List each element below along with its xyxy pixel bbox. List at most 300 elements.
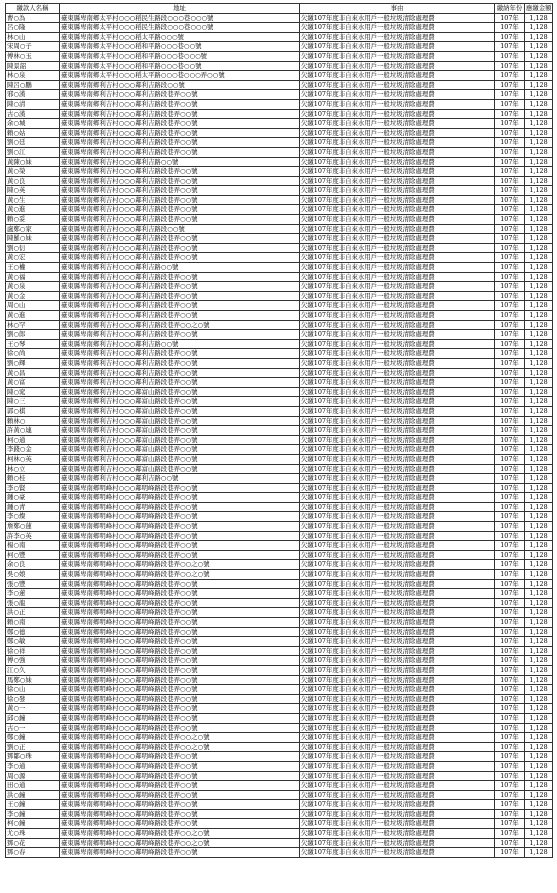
year-cell: 107年 bbox=[495, 330, 525, 340]
amount-cell: 1,128 bbox=[525, 387, 553, 397]
reason-cell: 欠繳107年度非自來水用戶一般垃圾清除處理費 bbox=[300, 656, 495, 666]
address-cell: 臺東縣卑南鄉利吉村○○○鄰利吉路○○號 bbox=[60, 157, 300, 167]
reason-cell: 欠繳107年度非自來水用戶一般垃圾清除處理費 bbox=[300, 627, 495, 637]
reason-cell: 欠繳107年度非自來水用戶一般垃圾清除處理費 bbox=[300, 42, 495, 52]
table-row bbox=[6, 263, 553, 273]
table-row bbox=[6, 675, 553, 685]
amount-cell: 1,128 bbox=[525, 301, 553, 311]
table-row bbox=[6, 176, 553, 186]
amount-cell: 1,128 bbox=[525, 157, 553, 167]
amount-cell: 1,128 bbox=[525, 570, 553, 580]
amount-cell: 1,128 bbox=[525, 771, 553, 781]
year-cell: 107年 bbox=[495, 157, 525, 167]
reason-cell: 欠繳107年度非自來水用戶一般垃圾清除處理費 bbox=[300, 848, 495, 858]
table-row bbox=[6, 445, 553, 455]
amount-cell: 1,128 bbox=[525, 761, 553, 771]
reason-cell: 欠繳107年度非自來水用戶一般垃圾清除處理費 bbox=[300, 71, 495, 81]
reason-cell: 欠繳107年度非自來水用戶一般垃圾清除處理費 bbox=[300, 464, 495, 474]
amount-cell: 1,128 bbox=[525, 742, 553, 752]
amount-cell: 1,128 bbox=[525, 215, 553, 225]
year-cell: 107年 bbox=[495, 589, 525, 599]
year-cell: 107年 bbox=[495, 512, 525, 522]
amount-cell: 1,128 bbox=[525, 800, 553, 810]
amount-cell: 1,128 bbox=[525, 51, 553, 61]
address-cell: 臺東縣卑南鄉太平村○○○稻和平路○○○巷○○號 bbox=[60, 61, 300, 71]
amount-cell: 1,128 bbox=[525, 560, 553, 570]
amount-cell: 1,128 bbox=[525, 263, 553, 273]
year-cell: 107年 bbox=[495, 263, 525, 273]
year-cell: 107年 bbox=[495, 224, 525, 234]
reason-cell: 欠繳107年度非自來水用戶一般垃圾清除處理費 bbox=[300, 694, 495, 704]
address-cell: 臺東縣卑南鄉利吉村○○○鄰利吉路段巷弄○○號 bbox=[60, 186, 300, 196]
address-cell: 臺東縣卑南鄉利吉村○○○鄰利吉路段巷弄○○號 bbox=[60, 243, 300, 253]
reason-cell: 欠繳107年度非自來水用戶一般垃圾清除處理費 bbox=[300, 378, 495, 388]
year-cell: 107年 bbox=[495, 809, 525, 819]
address-cell: 臺東縣卑南鄉利吉村○○○鄰利吉路段○○號 bbox=[60, 224, 300, 234]
address-cell: 臺東縣卑南鄉利吉村○○○鄰利吉路段巷弄○○號 bbox=[60, 138, 300, 148]
payer-name-cell: 陳呂○鵬 bbox=[6, 80, 60, 90]
table-row bbox=[6, 186, 553, 196]
year-cell: 107年 bbox=[495, 445, 525, 455]
amount-cell: 1,128 bbox=[525, 42, 553, 52]
amount-cell: 1,128 bbox=[525, 781, 553, 791]
amount-cell: 1,128 bbox=[525, 330, 553, 340]
amount-cell: 1,128 bbox=[525, 694, 553, 704]
reason-cell: 欠繳107年度非自來水用戶一般垃圾清除處理費 bbox=[300, 291, 495, 301]
year-cell: 107年 bbox=[495, 541, 525, 551]
reason-cell: 欠繳107年度非自來水用戶一般垃圾清除處理費 bbox=[300, 301, 495, 311]
table-row bbox=[6, 32, 553, 42]
table-row bbox=[6, 809, 553, 819]
reason-cell: 欠繳107年度非自來水用戶一般垃圾清除處理費 bbox=[300, 646, 495, 656]
header-amount: 應繳金額 bbox=[526, 4, 552, 12]
address-cell: 臺東縣卑南鄉利吉村○○○鄰利吉路段巷弄○○號 bbox=[60, 291, 300, 301]
table-row bbox=[6, 531, 553, 541]
payer-name-cell: 劉○郎 bbox=[6, 330, 60, 340]
address-cell: 臺東縣卑南鄉太平村○○○稻太平路○○○號 bbox=[60, 32, 300, 42]
address-cell: 臺東縣卑南鄉利吉村○○○鄰利吉路段○○號 bbox=[60, 80, 300, 90]
reason-cell: 欠繳107年度非自來水用戶一般垃圾清除處理費 bbox=[300, 742, 495, 752]
address-cell: 臺東縣卑南鄉明峰村○○○鄰明峰路段巷弄○○號 bbox=[60, 522, 300, 532]
payer-name-cell: 陳○英 bbox=[6, 186, 60, 196]
address-cell: 臺東縣卑南鄉明峰村○○○鄰明峰路段巷弄○○之○號 bbox=[60, 570, 300, 580]
header-reason: 事由 bbox=[300, 4, 495, 14]
address-cell: 臺東縣卑南鄉明峰村○○○鄰明峰路段巷弄○○號 bbox=[60, 704, 300, 714]
address-cell: 臺東縣卑南鄉明峰村○○○鄰明峰路段巷弄○○號 bbox=[60, 819, 300, 829]
payer-name-cell: 余○良 bbox=[6, 560, 60, 570]
payer-name-cell: 洪○鐘 bbox=[6, 790, 60, 800]
amount-cell: 1,128 bbox=[525, 522, 553, 532]
payer-name-cell: 劉○正 bbox=[6, 742, 60, 752]
reason-cell: 欠繳107年度非自來水用戶一般垃圾清除處理費 bbox=[300, 675, 495, 685]
payer-name-cell: 徐○祥 bbox=[6, 646, 60, 656]
amount-cell: 1,128 bbox=[525, 838, 553, 848]
amount-cell: 1,128 bbox=[525, 80, 553, 90]
address-cell: 臺東縣卑南鄉利吉村○○○鄰利吉路段巷弄○○號 bbox=[60, 167, 300, 177]
amount-cell: 1,128 bbox=[525, 474, 553, 484]
amount-cell: 1,128 bbox=[525, 790, 553, 800]
table-row bbox=[6, 349, 553, 359]
address-cell: 臺東縣卑南鄉利吉村○○○鄰利吉路段巷弄○○號 bbox=[60, 195, 300, 205]
payer-name-cell: 邱○鐘 bbox=[6, 713, 60, 723]
table-row bbox=[6, 234, 553, 244]
table-row bbox=[6, 109, 553, 119]
address-cell: 臺東縣卑南鄉利吉村○○○鄰利吉路段巷弄○○號 bbox=[60, 368, 300, 378]
payer-name-cell: 洪○正 bbox=[6, 608, 60, 618]
amount-cell: 1,128 bbox=[525, 320, 553, 330]
address-cell: 臺東縣卑南鄉明峰村○○○鄰明峰路段巷弄○○號 bbox=[60, 646, 300, 656]
amount-cell: 1,128 bbox=[525, 234, 553, 244]
address-cell: 臺東縣卑南鄉明峰村○○○鄰明峰路段巷弄○○號 bbox=[60, 598, 300, 608]
reason-cell: 欠繳107年度非自來水用戶一般垃圾清除處理費 bbox=[300, 531, 495, 541]
reason-cell: 欠繳107年度非自來水用戶一般垃圾清除處理費 bbox=[300, 311, 495, 321]
year-cell: 107年 bbox=[495, 90, 525, 100]
year-cell: 107年 bbox=[495, 368, 525, 378]
payer-name-cell: 邪○漢 bbox=[6, 90, 60, 100]
table-row bbox=[6, 608, 553, 618]
amount-cell: 1,128 bbox=[525, 646, 553, 656]
table-row bbox=[6, 215, 553, 225]
year-cell: 107年 bbox=[495, 790, 525, 800]
payer-name-cell: 黃○一 bbox=[6, 704, 60, 714]
address-cell: 臺東縣卑南鄉太平村○○○稻民生路段○○○巷○○○號 bbox=[60, 13, 300, 23]
reason-cell: 欠繳107年度非自來水用戶一般垃圾清除處理費 bbox=[300, 483, 495, 493]
year-cell: 107年 bbox=[495, 51, 525, 61]
payer-name-cell: 李○鐘 bbox=[6, 809, 60, 819]
reason-cell: 欠繳107年度非自來水用戶一般垃圾清除處理費 bbox=[300, 263, 495, 273]
payer-name-cell: 柯○通 bbox=[6, 435, 60, 445]
table-row bbox=[6, 99, 553, 109]
payer-name-cell: 賴○妥 bbox=[6, 215, 60, 225]
amount-cell: 1,128 bbox=[525, 339, 553, 349]
reason-cell: 欠繳107年度非自來水用戶一般垃圾清除處理費 bbox=[300, 665, 495, 675]
reason-cell: 欠繳107年度非自來水用戶一般垃圾清除處理費 bbox=[300, 579, 495, 589]
year-cell: 107年 bbox=[495, 579, 525, 589]
payer-name-cell: 黃○泉 bbox=[6, 282, 60, 292]
address-cell: 臺東縣卑南鄉利吉村○○○鄰利吉路段巷弄○○號 bbox=[60, 205, 300, 215]
payer-name-cell: 周○山 bbox=[6, 301, 60, 311]
payer-name-cell: 張○豐 bbox=[6, 579, 60, 589]
payer-name-cell: 賴○姑 bbox=[6, 128, 60, 138]
address-cell: 臺東縣卑南鄉明峰村○○○鄰明峰路段巷弄○○號 bbox=[60, 761, 300, 771]
reason-cell: 欠繳107年度非自來水用戶一般垃圾清除處理費 bbox=[300, 176, 495, 186]
table-row bbox=[6, 138, 553, 148]
reason-cell: 欠繳107年度非自來水用戶一般垃圾清除處理費 bbox=[300, 282, 495, 292]
address-cell: 臺東縣卑南鄉明峰村○○○鄰明峰路段巷弄○○號 bbox=[60, 483, 300, 493]
table-row bbox=[6, 128, 553, 138]
address-cell: 臺東縣卑南鄉利吉村○○○鄰富山路段巷弄○○號 bbox=[60, 435, 300, 445]
payer-name-cell: 劉○衍 bbox=[6, 243, 60, 253]
payer-name-cell: 鄭○德 bbox=[6, 627, 60, 637]
year-cell: 107年 bbox=[495, 781, 525, 791]
reason-cell: 欠繳107年度非自來水用戶一般垃圾清除處理費 bbox=[300, 253, 495, 263]
address-cell: 臺東縣卑南鄉明峰村○○○鄰明峰路段巷弄○○號 bbox=[60, 790, 300, 800]
reason-cell: 欠繳107年度非自來水用戶一般垃圾清除處理費 bbox=[300, 493, 495, 503]
table-row bbox=[6, 829, 553, 839]
address-cell: 臺東縣卑南鄉利吉村○○○鄰利吉路段巷弄○○號 bbox=[60, 253, 300, 263]
address-cell: 臺東縣卑南鄉利吉村○○○鄰利吉路段巷弄○○號 bbox=[60, 378, 300, 388]
table-row bbox=[6, 790, 553, 800]
payer-name-cell: 徐○尚 bbox=[6, 349, 60, 359]
address-cell: 臺東縣卑南鄉明峰村○○○鄰明峰路段巷弄○○號 bbox=[60, 713, 300, 723]
amount-cell: 1,128 bbox=[525, 733, 553, 743]
payer-name-cell: 吳○娘 bbox=[6, 570, 60, 580]
payer-name-cell: 余○城 bbox=[6, 119, 60, 129]
amount-cell: 1,128 bbox=[525, 128, 553, 138]
year-cell: 107年 bbox=[495, 291, 525, 301]
address-cell: 臺東縣卑南鄉利吉村○○○鄰利吉路○○號 bbox=[60, 474, 300, 484]
payer-name-cell: 劉○廷 bbox=[6, 138, 60, 148]
address-cell: 臺東縣卑南鄉明峰村○○○鄰明峰路段巷弄○○號 bbox=[60, 752, 300, 762]
reason-cell: 欠繳107年度非自來水用戶一般垃圾清除處理費 bbox=[300, 829, 495, 839]
address-cell: 臺東縣卑南鄉明峰村○○○鄰明峰路段巷弄○○號 bbox=[60, 512, 300, 522]
payer-name-cell: 黃○昌 bbox=[6, 368, 60, 378]
reason-cell: 欠繳107年度非自來水用戶一般垃圾清除處理費 bbox=[300, 771, 495, 781]
payer-name-cell: 王○鐘 bbox=[6, 800, 60, 810]
reason-cell: 欠繳107年度非自來水用戶一般垃圾清除處理費 bbox=[300, 723, 495, 733]
address-cell: 臺東縣卑南鄉利吉村○○○鄰利吉路段巷弄○○號 bbox=[60, 99, 300, 109]
year-cell: 107年 bbox=[495, 147, 525, 157]
reason-cell: 欠繳107年度非自來水用戶一般垃圾清除處理費 bbox=[300, 704, 495, 714]
table-row bbox=[6, 378, 553, 388]
address-cell: 臺東縣卑南鄉明峰村○○○鄰明峰路段巷弄○○號 bbox=[60, 800, 300, 810]
year-cell: 107年 bbox=[495, 138, 525, 148]
amount-cell: 1,128 bbox=[525, 138, 553, 148]
address-cell: 臺東縣卑南鄉利吉村○○○鄰富山路段巷弄○○號 bbox=[60, 397, 300, 407]
year-cell: 107年 bbox=[495, 272, 525, 282]
year-cell: 107年 bbox=[495, 339, 525, 349]
year-cell: 107年 bbox=[495, 483, 525, 493]
address-cell: 臺東縣卑南鄉利吉村○○○鄰利吉路段巷弄○○號 bbox=[60, 272, 300, 282]
address-cell: 臺東縣卑南鄉利吉村○○○鄰利吉路段巷弄○○號 bbox=[60, 301, 300, 311]
reason-cell: 欠繳107年度非自來水用戶一般垃圾清除處理費 bbox=[300, 387, 495, 397]
payer-name-cell: 柯林○英 bbox=[6, 454, 60, 464]
payer-name-cell: 柯○豐 bbox=[6, 550, 60, 560]
table-row bbox=[6, 13, 553, 23]
amount-cell: 1,128 bbox=[525, 704, 553, 714]
year-cell: 107年 bbox=[495, 618, 525, 628]
table-row bbox=[6, 291, 553, 301]
year-cell: 107年 bbox=[495, 675, 525, 685]
table-row bbox=[6, 733, 553, 743]
address-cell: 臺東縣卑南鄉太平村○○○稻和平路○○○巷○○○號 bbox=[60, 51, 300, 61]
table-row bbox=[6, 752, 553, 762]
payer-name-cell: 鄧鄒○珠 bbox=[6, 752, 60, 762]
amount-cell: 1,128 bbox=[525, 493, 553, 503]
reason-cell: 欠繳107年度非自來水用戶一般垃圾清除處理費 bbox=[300, 128, 495, 138]
address-cell: 臺東縣卑南鄉明峰村○○○鄰明峰路段巷弄○○號 bbox=[60, 848, 300, 858]
year-cell: 107年 bbox=[495, 23, 525, 33]
year-cell: 107年 bbox=[495, 109, 525, 119]
payer-name-cell: 王○權 bbox=[6, 263, 60, 273]
reason-cell: 欠繳107年度非自來水用戶一般垃圾清除處理費 bbox=[300, 800, 495, 810]
amount-cell: 1,128 bbox=[525, 723, 553, 733]
payer-name-cell: 詹鄭○蓮 bbox=[6, 522, 60, 532]
payer-name-cell: 黃○進 bbox=[6, 311, 60, 321]
table-row bbox=[6, 454, 553, 464]
reason-cell: 欠繳107年度非自來水用戶一般垃圾清除處理費 bbox=[300, 809, 495, 819]
payer-name-cell: 陳○清 bbox=[6, 99, 60, 109]
reason-cell: 欠繳107年度非自來水用戶一般垃圾清除處理費 bbox=[300, 637, 495, 647]
year-cell: 107年 bbox=[495, 99, 525, 109]
amount-cell: 1,128 bbox=[525, 176, 553, 186]
amount-cell: 1,128 bbox=[525, 579, 553, 589]
reason-cell: 欠繳107年度非自來水用戶一般垃圾清除處理費 bbox=[300, 733, 495, 743]
reason-cell: 欠繳107年度非自來水用戶一般垃圾清除處理費 bbox=[300, 358, 495, 368]
year-cell: 107年 bbox=[495, 311, 525, 321]
table-row bbox=[6, 570, 553, 580]
reason-cell: 欠繳107年度非自來水用戶一般垃圾清除處理費 bbox=[300, 781, 495, 791]
year-cell: 107年 bbox=[495, 71, 525, 81]
reason-cell: 欠繳107年度非自來水用戶一般垃圾清除處理費 bbox=[300, 426, 495, 436]
table-row bbox=[6, 541, 553, 551]
year-cell: 107年 bbox=[495, 426, 525, 436]
reason-cell: 欠繳107年度非自來水用戶一般垃圾清除處理費 bbox=[300, 598, 495, 608]
amount-cell: 1,128 bbox=[525, 272, 553, 282]
table-row bbox=[6, 224, 553, 234]
amount-cell: 1,128 bbox=[525, 627, 553, 637]
year-cell: 107年 bbox=[495, 42, 525, 52]
table-row bbox=[6, 243, 553, 253]
payer-name-cell: 黃○福 bbox=[6, 272, 60, 282]
year-cell: 107年 bbox=[495, 13, 525, 23]
amount-cell: 1,128 bbox=[525, 637, 553, 647]
reason-cell: 欠繳107年度非自來水用戶一般垃圾清除處理費 bbox=[300, 23, 495, 33]
year-cell: 107年 bbox=[495, 493, 525, 503]
payer-name-cell: 張○龍 bbox=[6, 598, 60, 608]
payer-name-cell: 郭○棋 bbox=[6, 406, 60, 416]
reason-cell: 欠繳107年度非自來水用戶一般垃圾清除處理費 bbox=[300, 522, 495, 532]
reason-cell: 欠繳107年度非自來水用戶一般垃圾清除處理費 bbox=[300, 368, 495, 378]
amount-cell: 1,128 bbox=[525, 483, 553, 493]
payer-name-cell: 劉○江 bbox=[6, 147, 60, 157]
reason-cell: 欠繳107年度非自來水用戶一般垃圾清除處理費 bbox=[300, 186, 495, 196]
year-cell: 107年 bbox=[495, 32, 525, 42]
payer-name-cell: 李○蓮 bbox=[6, 589, 60, 599]
table-row bbox=[6, 80, 553, 90]
amount-cell: 1,128 bbox=[525, 397, 553, 407]
year-cell: 107年 bbox=[495, 119, 525, 129]
reason-cell: 欠繳107年度非自來水用戶一般垃圾清除處理費 bbox=[300, 167, 495, 177]
reason-cell: 欠繳107年度非自來水用戶一般垃圾清除處理費 bbox=[300, 90, 495, 100]
address-cell: 臺東縣卑南鄉明峰村○○○鄰明峰路段巷弄○○號 bbox=[60, 771, 300, 781]
payer-name-cell: 黃○金 bbox=[6, 291, 60, 301]
amount-cell: 1,128 bbox=[525, 205, 553, 215]
amount-cell: 1,128 bbox=[525, 349, 553, 359]
reason-cell: 欠繳107年度非自來水用戶一般垃圾清除處理費 bbox=[300, 685, 495, 695]
amount-cell: 1,128 bbox=[525, 378, 553, 388]
table-row bbox=[6, 330, 553, 340]
table-row bbox=[6, 704, 553, 714]
year-cell: 107年 bbox=[495, 848, 525, 858]
table-row bbox=[6, 435, 553, 445]
amount-cell: 1,128 bbox=[525, 541, 553, 551]
amount-cell: 1,128 bbox=[525, 147, 553, 157]
year-cell: 107年 bbox=[495, 387, 525, 397]
amount-cell: 1,128 bbox=[525, 99, 553, 109]
amount-cell: 1,128 bbox=[525, 464, 553, 474]
address-cell: 臺東縣卑南鄉利吉村○○○鄰利吉路段巷弄○○號 bbox=[60, 215, 300, 225]
reason-cell: 欠繳107年度非自來水用戶一般垃圾清除處理費 bbox=[300, 445, 495, 455]
payer-name-cell: 宋周○子 bbox=[6, 42, 60, 52]
table-row bbox=[6, 637, 553, 647]
reason-cell: 欠繳107年度非自來水用戶一般垃圾清除處理費 bbox=[300, 474, 495, 484]
address-cell: 臺東縣卑南鄉明峰村○○○鄰明峰路段巷弄○○之○號 bbox=[60, 733, 300, 743]
year-cell: 107年 bbox=[495, 829, 525, 839]
address-cell: 臺東縣卑南鄉利吉村○○○鄰利吉路段巷弄○○號 bbox=[60, 119, 300, 129]
address-cell: 臺東縣卑南鄉利吉村○○○鄰利吉路段巷弄○○號 bbox=[60, 234, 300, 244]
amount-cell: 1,128 bbox=[525, 752, 553, 762]
year-cell: 107年 bbox=[495, 176, 525, 186]
reason-cell: 欠繳107年度非自來水用戶一般垃圾清除處理費 bbox=[300, 416, 495, 426]
payer-name-cell: 賴○桂 bbox=[6, 474, 60, 484]
reason-cell: 欠繳107年度非自來水用戶一般垃圾清除處理費 bbox=[300, 138, 495, 148]
amount-cell: 1,128 bbox=[525, 713, 553, 723]
document-page bbox=[5, 3, 552, 858]
reason-cell: 欠繳107年度非自來水用戶一般垃圾清除處理費 bbox=[300, 243, 495, 253]
table-row bbox=[6, 61, 553, 71]
address-cell: 臺東縣卑南鄉明峰村○○○鄰明峰路段巷弄○○之○號 bbox=[60, 560, 300, 570]
amount-cell: 1,128 bbox=[525, 550, 553, 560]
reason-cell: 欠繳107年度非自來水用戶一般垃圾清除處理費 bbox=[300, 13, 495, 23]
year-cell: 107年 bbox=[495, 522, 525, 532]
address-cell: 臺東縣卑南鄉利吉村○○○鄰利吉路段巷弄○○之○號 bbox=[60, 320, 300, 330]
table-row bbox=[6, 147, 553, 157]
reason-cell: 欠繳107年度非自來水用戶一般垃圾清除處理費 bbox=[300, 32, 495, 42]
table-row bbox=[6, 512, 553, 522]
payer-name-cell: 陳○窕 bbox=[6, 387, 60, 397]
amount-cell: 1,128 bbox=[525, 71, 553, 81]
payer-name-cell: 林○山 bbox=[6, 32, 60, 42]
reason-cell: 欠繳107年度非自來水用戶一般垃圾清除處理費 bbox=[300, 570, 495, 580]
reason-cell: 欠繳107年度非自來水用戶一般垃圾清除處理費 bbox=[300, 761, 495, 771]
year-cell: 107年 bbox=[495, 598, 525, 608]
year-cell: 107年 bbox=[495, 608, 525, 618]
reason-cell: 欠繳107年度非自來水用戶一般垃圾清除處理費 bbox=[300, 589, 495, 599]
payer-name-cell: 盧鄭○家 bbox=[6, 224, 60, 234]
table-row bbox=[6, 800, 553, 810]
address-cell: 臺東縣卑南鄉利吉村○○○鄰富山路段巷弄○○號 bbox=[60, 445, 300, 455]
reason-cell: 欠繳107年度非自來水用戶一般垃圾清除處理費 bbox=[300, 608, 495, 618]
amount-cell: 1,128 bbox=[525, 282, 553, 292]
fee-table bbox=[5, 3, 553, 858]
table-row bbox=[6, 627, 553, 637]
reason-cell: 欠繳107年度非自來水用戶一般垃圾清除處理費 bbox=[300, 560, 495, 570]
payer-name-cell: 王○琴 bbox=[6, 339, 60, 349]
amount-cell: 1,128 bbox=[525, 13, 553, 23]
address-cell: 臺東縣卑南鄉太平村○○○稻太平路○○○巷○○○弄○○號 bbox=[60, 71, 300, 81]
reason-cell: 欠繳107年度非自來水用戶一般垃圾清除處理費 bbox=[300, 320, 495, 330]
year-cell: 107年 bbox=[495, 301, 525, 311]
amount-cell: 1,128 bbox=[525, 809, 553, 819]
year-cell: 107年 bbox=[495, 685, 525, 695]
address-cell: 臺東縣卑南鄉利吉村○○○鄰利吉路段巷弄○○號 bbox=[60, 349, 300, 359]
year-cell: 107年 bbox=[495, 627, 525, 637]
address-cell: 臺東縣卑南鄉明峰村○○○鄰明峰路段巷弄○○之○號 bbox=[60, 829, 300, 839]
year-cell: 107年 bbox=[495, 61, 525, 71]
payer-name-cell: 傅林○玉 bbox=[6, 51, 60, 61]
year-cell: 107年 bbox=[495, 570, 525, 580]
year-cell: 107年 bbox=[495, 704, 525, 714]
amount-cell: 1,128 bbox=[525, 598, 553, 608]
payer-name-cell: 陳羅○妹 bbox=[6, 234, 60, 244]
table-row bbox=[6, 665, 553, 675]
address-cell: 臺東縣卑南鄉利吉村○○○鄰利吉路段巷弄○○號 bbox=[60, 128, 300, 138]
year-cell: 107年 bbox=[495, 282, 525, 292]
address-cell: 臺東縣卑南鄉明峰村○○○鄰明峰路段巷弄○○號 bbox=[60, 531, 300, 541]
year-cell: 107年 bbox=[495, 742, 525, 752]
table-row bbox=[6, 23, 553, 33]
